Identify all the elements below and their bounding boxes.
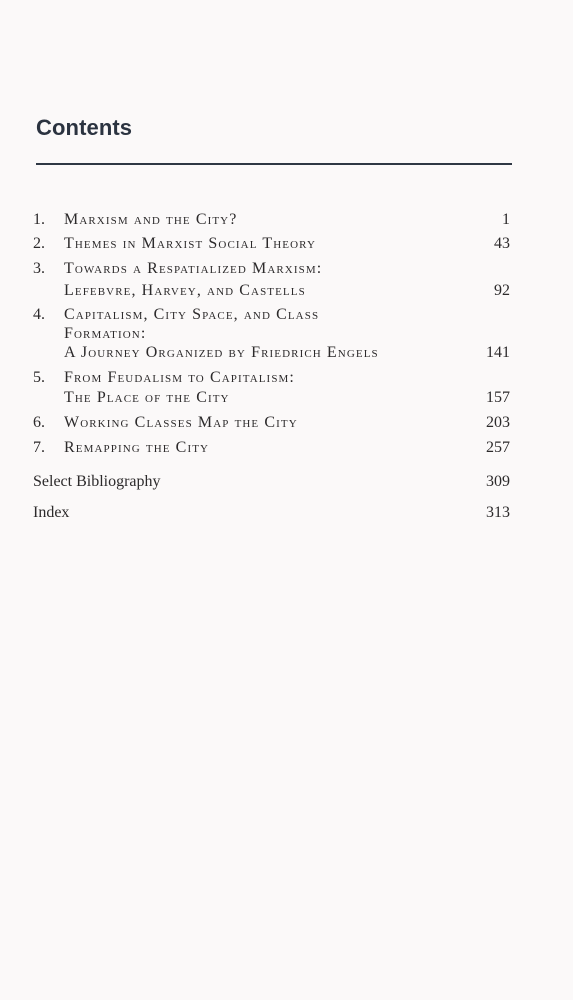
chapter-number: 1. (33, 211, 45, 228)
page-number: 141 (486, 344, 510, 361)
chapter-title-line: Capitalism, City Space, and Class (64, 306, 320, 323)
chapter-number: 6. (33, 414, 45, 431)
chapter-number: 4. (33, 306, 45, 323)
page-number: 92 (494, 282, 510, 299)
page-number: 157 (486, 389, 510, 406)
chapter-title-line: From Feudalism to Capitalism: (64, 369, 295, 386)
page-number: 203 (486, 414, 510, 431)
chapter-number: 2. (33, 235, 45, 252)
entry-label: Select Bibliography (33, 473, 161, 490)
page-number: 257 (486, 439, 510, 456)
chapter-title-line: Themes in Marxist Social Theory (64, 235, 316, 252)
chapter-title-line: Marxism and the City? (64, 211, 238, 228)
entry-label: Index (33, 504, 70, 521)
page-number: 43 (494, 235, 510, 252)
page-number: 313 (486, 504, 510, 521)
chapter-title-line: Lefebvre, Harvey, and Castells (64, 282, 306, 299)
chapter-title-line: The Place of the City (64, 389, 230, 406)
chapter-title-line: Formation: (64, 325, 147, 342)
page-number: 1 (502, 211, 510, 228)
chapter-title-line: Towards a Respatialized Marxism: (64, 260, 323, 277)
page-number: 309 (486, 473, 510, 490)
chapter-title-line: Working Classes Map the City (64, 414, 298, 431)
contents-heading: Contents (36, 115, 133, 140)
chapter-number: 7. (33, 439, 45, 456)
chapter-number: 3. (33, 260, 45, 277)
chapter-number: 5. (33, 369, 45, 386)
chapter-title-line: A Journey Organized by Friedrich Engels (64, 344, 379, 361)
chapter-title-line: Remapping the City (64, 439, 210, 456)
